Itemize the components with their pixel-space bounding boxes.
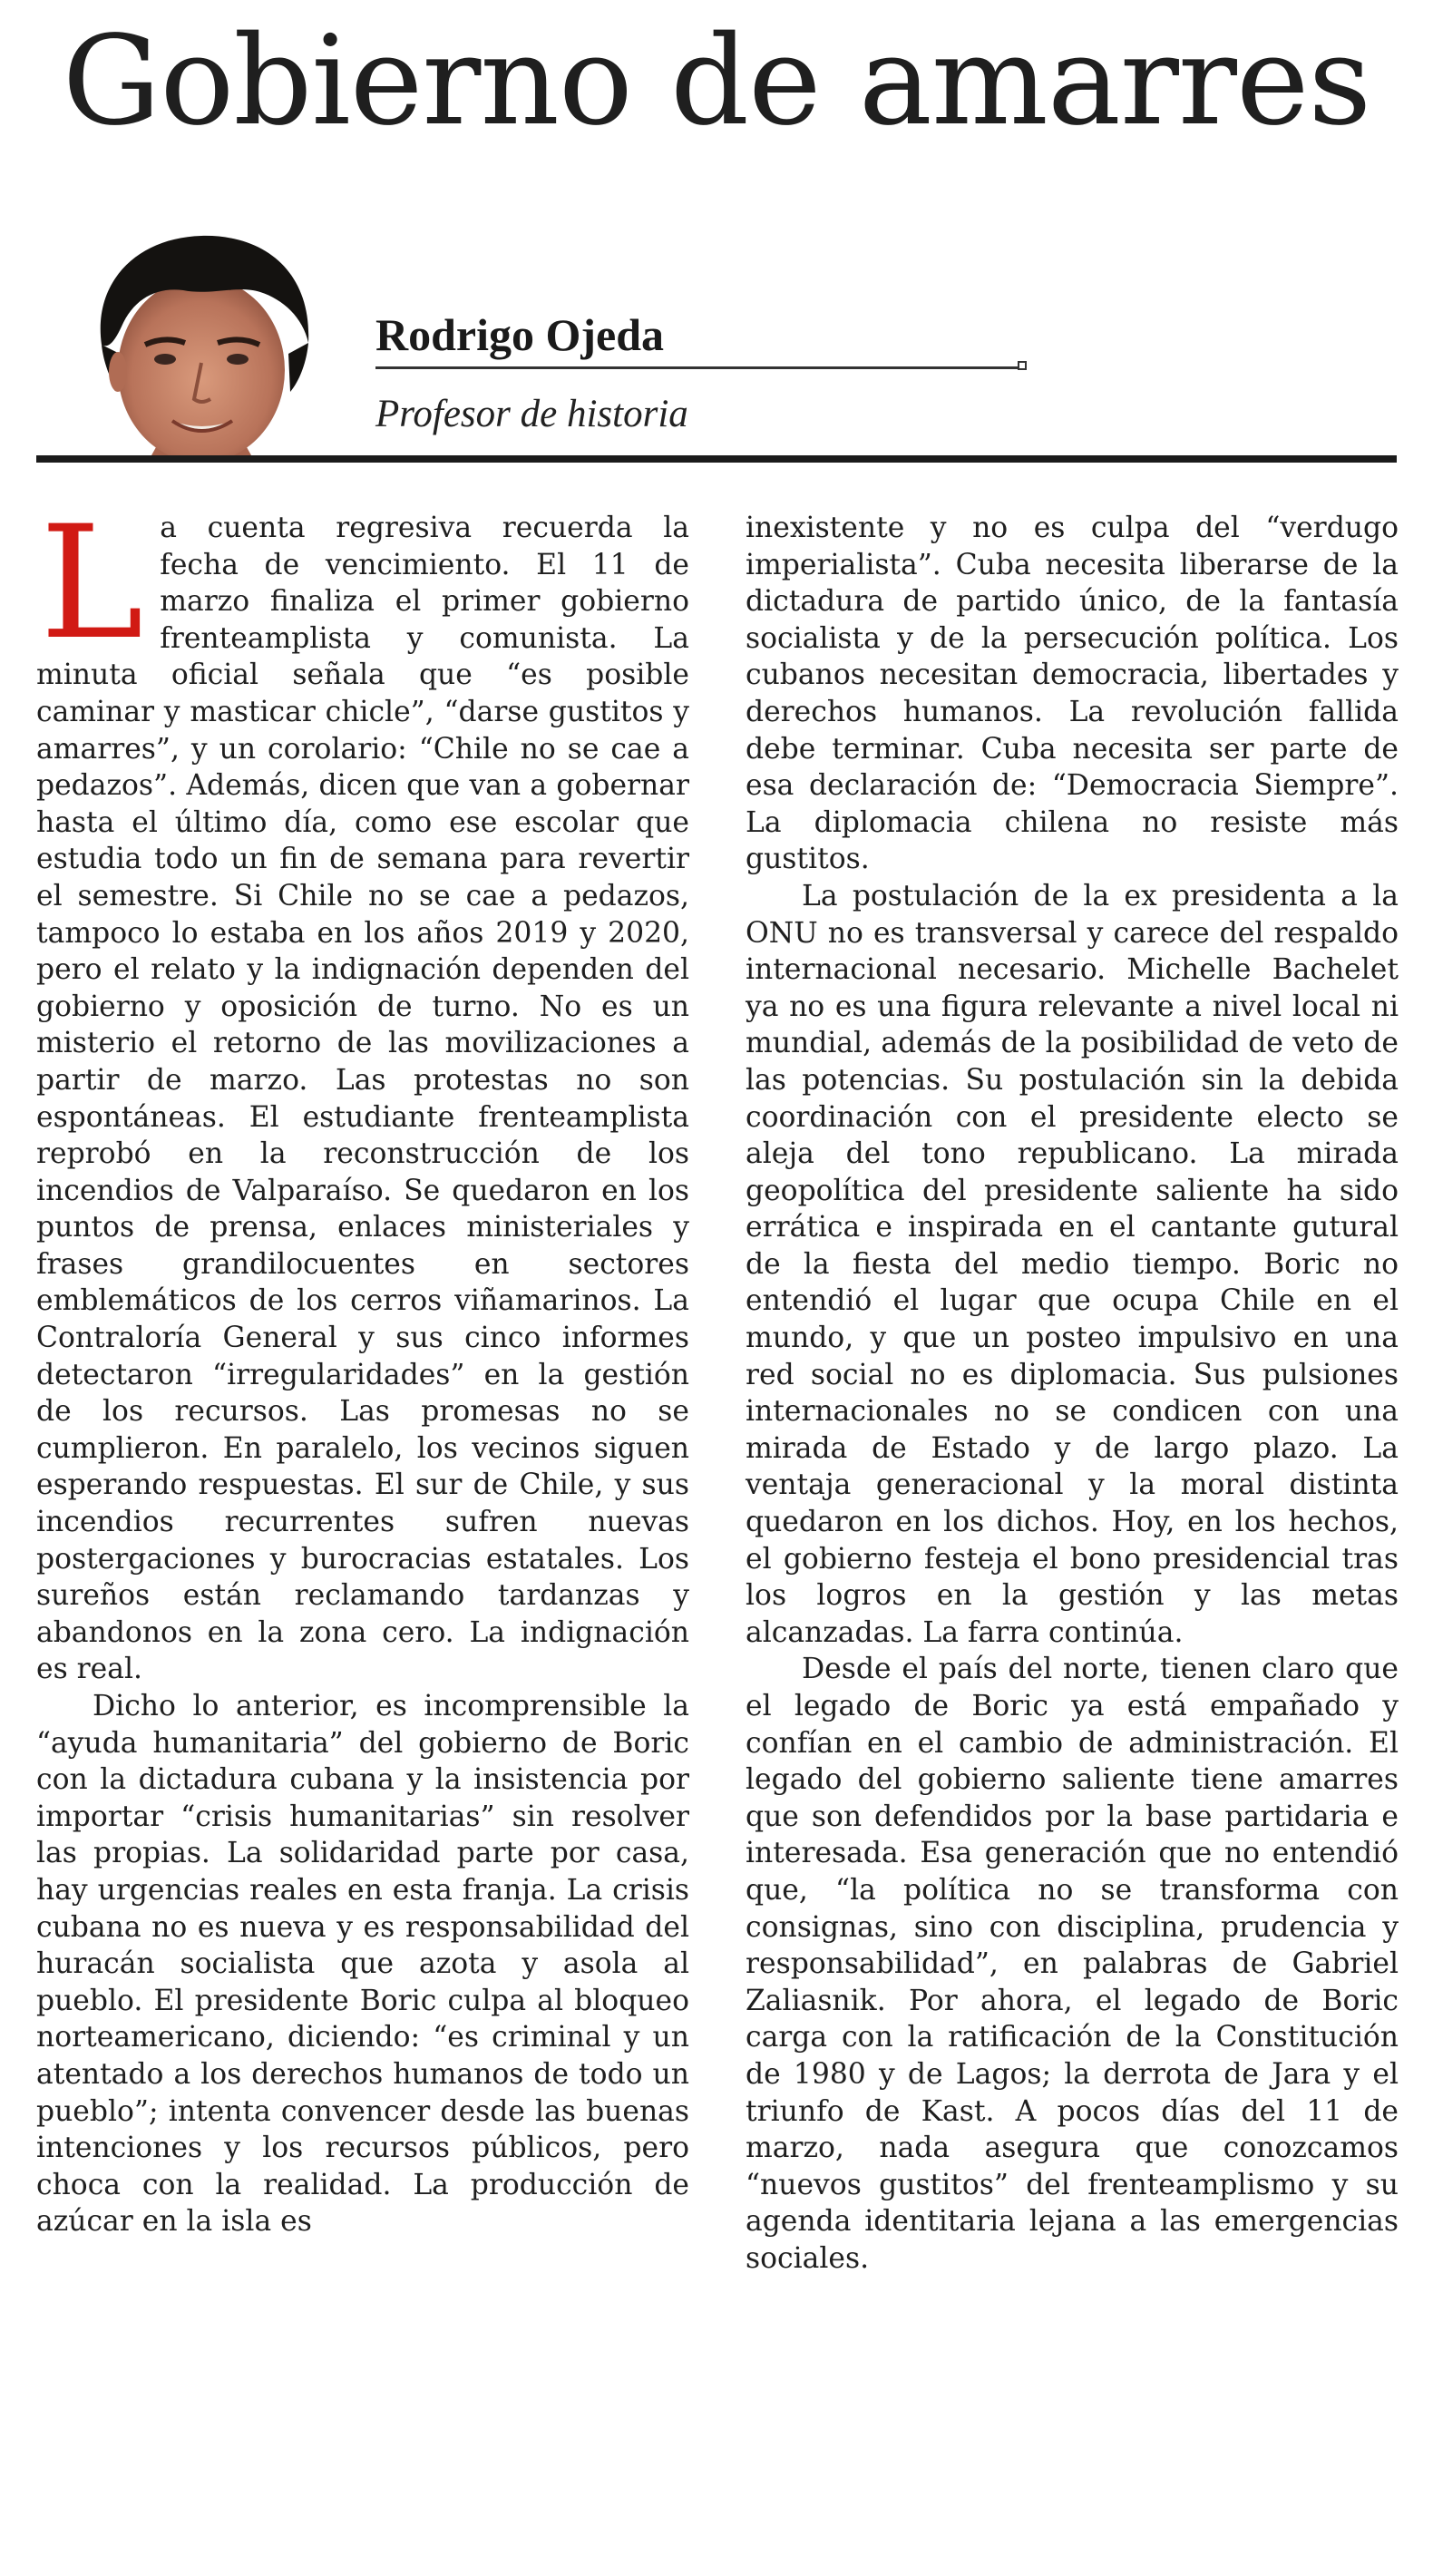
article-column-right — [746, 510, 1399, 2278]
article-paragraph-3: La postulación de la ex presidenta a la ONU no es transversal y carece del respaldo internacional necesario. Michelle Bachelet ya no es una figura relevante a nivel local ni mundial, además de la posibilidad de veto de las potencias. Su postulación sin la debida coordinación con el presidente electo se aleja del tono republicano. La mirada geopolítica del presidente saliente ha sido errática e inspirada en el cantante gutural de la fiesta del medio tiempo. Boric no entendió el lugar que ocupa Chile en el mundo, y que un posteo impulsivo en una red social no es diplomacia. Sus pulsiones internacionales no se condicen con una mirada de Estado y de largo plazo. La ventaja generacional y la moral distinta quedaron en los dichos. Hoy, en los hechos, el gobierno festeja el bono presidencial tras los logros en la gestión y las metas alcanzadas. La farra continúa. — [746, 879, 1399, 1649]
byline-rule — [375, 366, 1019, 369]
article-column-left — [36, 492, 689, 2240]
author-portrait-image — [65, 227, 337, 455]
article-paragraph-4: Desde el país del norte, tienen claro que el legado de Boric ya está empañado y confían en el cambio de administración. El legado del gobierno saliente tiene amarres que son defendidos por la base partidaria e interesada. Esa generación que no entendió que, “la política no se transforma con consignas, sino con disciplina, prudencia y responsabilidad”, en palabras de Gabriel Zaliasnik. Por ahora, el legado de Boric carga con la ratificación de la Constitución de 1980 y de Lagos; la derrota de Jara y el triunfo de Kast. A pocos días del 11 de marzo, nada asegura que conozcamos “nuevos gustitos” del frenteamplismo y su agenda identitaria lejana a las emergencias sociales. — [746, 1653, 1399, 2275]
article-paragraph-1 — [36, 492, 689, 1688]
byline-rule-end-marker — [1018, 361, 1027, 370]
article-paragraph-2: Dicho lo anterior, es incomprensible la “ayuda humanitaria” del gobierno de Boric con la dictadura cubana y la insistencia por importar “crisis humanitarias” sin resolver las propias. La solidaridad parte por casa, hay urgencias reales en esta franja. La crisis cubana no es nueva y es responsabilidad del huracán socialista que azota y asola al pueblo. El presidente Boric culpa al bloqueo norteamericano, diciendo: “es criminal y un atentado a los derechos humanos de todo un pueblo”; intenta convencer desde las buenas intenciones y los recursos públicos, pero choca con la realidad. La producción de azúcar en la isla es — [36, 1690, 689, 2239]
drop-cap: L — [40, 492, 144, 674]
headline: Gobierno de amarres — [62, 10, 1371, 153]
author-name: Rodrigo Ojeda — [375, 309, 665, 360]
author-photo — [65, 227, 337, 455]
header-divider — [36, 455, 1397, 463]
paragraph-1-text: a cuenta regresiva recuerda la fecha de vencimiento. El 11 de marzo finaliza el primer gobierno frenteamplista y comunista. La minuta oficial señala que “es posible caminar y masticar chicle”, “darse gustitos y amarres”, y un corolario: “Chile no se cae a pedazos”. Además, dicen que van a gobernar hasta el último día, como ese escolar que estudia todo un fin de semana para revertir el semestre. Si Chile no se cae a pedazos, tampoco lo estaba en los años 2019 y 2020, pero el relato y la indignación dependen del gobierno y oposición de turno. No es un misterio el retorno de las movilizaciones a partir de marzo. Las protestas no son espontáneas. El estudiante frenteamplista reprobó en la reconstrucción de los incendios de Valparaíso. Se quedaron en los puntos de prensa, enlaces ministeriales y frases grandilocuentes en sectores emblemáticos de los cerros viñamarinos. La Contraloría General y sus cinco informes detectaron “irregularidades” en la gestión de los recursos. Las promesas no se cumplieron. En paralelo, los vecinos siguen esperando respuestas. El sur de Chile, y sus incendios recurrentes sufren nuevas postergaciones y burocracias estatales. Los sureños están reclamando tardanzas y abandonos en la zona cero. La indignación es real. — [36, 512, 689, 1686]
author-role: Profesor de historia — [375, 393, 688, 435]
article-paragraph-2-continued: inexistente y no es culpa del “verdugo imperialista”. Cuba necesita liberarse de la dictadura de partido único, de la fantasía socialista y de la persecución política. Los cubanos necesitan democracia, libertades y derechos humanos. La revolución fallida debe terminar. Cuba necesita ser parte de esa declaración de: “Democracia Siempre”. La diplomacia chilena no resiste más gustitos. — [746, 512, 1399, 876]
